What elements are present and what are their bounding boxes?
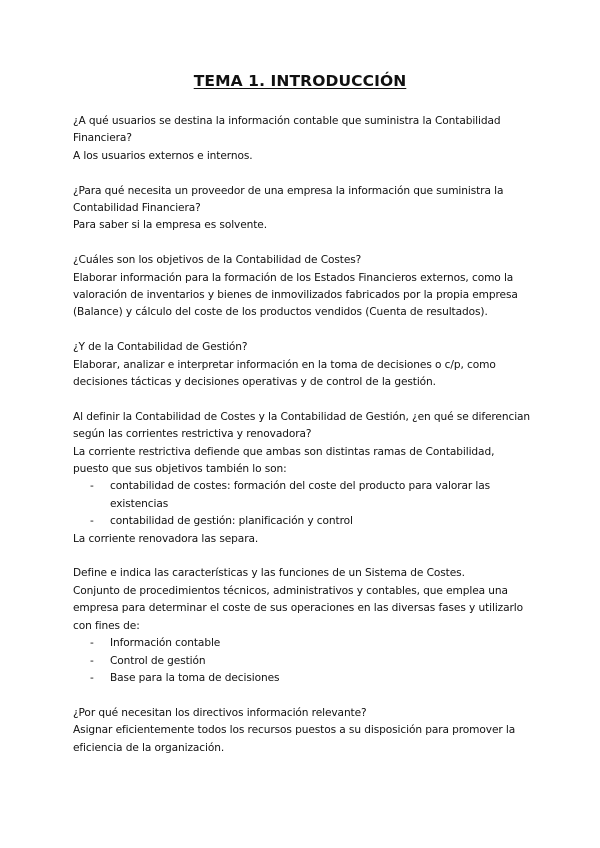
list-item [73, 635, 533, 652]
qa-block [73, 339, 533, 391]
bullet-marker: - [90, 671, 94, 684]
question: ¿Y de la Contabilidad de Gestión? [73, 341, 248, 354]
bullet-marker: - [90, 654, 94, 667]
qa-block [73, 113, 533, 165]
list-item-text: Base para la toma de decisiones [110, 671, 280, 684]
question: Define e indica las características y las funciones de un Sistema de Costes. [73, 567, 465, 580]
qa-block [73, 409, 533, 548]
qa-block [73, 565, 533, 687]
qa-block [73, 705, 533, 757]
list-item-text: contabilidad de gestión: planificación y control [110, 515, 353, 528]
list-item [73, 478, 533, 513]
question: ¿Cuáles son los objetivos de la Contabilidad de Costes? [73, 254, 362, 267]
list-item-text: Control de gestión [110, 654, 206, 667]
bullet-marker: - [90, 515, 94, 528]
answer: Para saber si la empresa es solvente. [73, 219, 267, 232]
list-item [73, 670, 533, 687]
qa-block [73, 183, 533, 235]
bullet-list [73, 635, 533, 687]
bullet-list [73, 478, 533, 530]
answer: Asignar eficientemente todos los recursos puestos a su disposición para promover la eficiencia de la organización. [73, 724, 516, 754]
answer: Elaborar, analizar e interpretar información en la toma de decisiones o c/p, como decisiones tácticas y decisiones operativas y de control de la gestión. [73, 358, 496, 389]
page-title: TEMA 1. INTRODUCCIÓN [193, 72, 407, 90]
answer: La corriente restrictiva defiende que ambas son distintas ramas de Contabilidad, puesto que sus objetivos también lo son: [73, 445, 495, 476]
qa-block [73, 252, 533, 322]
answer: A los usuarios externos e internos. [73, 149, 253, 162]
list-item-text: Información contable [110, 637, 221, 650]
question: Al definir la Contabilidad de Costes y la Contabilidad de Gestión, ¿en qué se diferencian según las corrientes restrictiva y renovadora? [73, 410, 531, 441]
question: ¿A qué usuarios se destina la información contable que suministra la Contabilidad Financiera? [73, 115, 501, 145]
answer: Conjunto de procedimientos técnicos, administrativos y contables, que emplea una empresa para determinar el coste de sus operaciones en las diversas fases y utilizarlo con fines de: [73, 584, 523, 632]
answer: Elaborar información para la formación de los Estados Financieros externos, como la valoración de inventarios y bienes de inmovilizados fabricados por la propia empresa (Balance) y cálculo del coste de los productos vendidos (Cuenta de resultados). [73, 271, 518, 319]
list-item [73, 653, 533, 670]
bullet-marker: - [90, 480, 94, 493]
answer-conclusion: La corriente renovadora las separa. [73, 532, 259, 545]
question: ¿Para qué necesita un proveedor de una empresa la información que suministra la Contabilidad Financiera? [73, 184, 504, 215]
bullet-marker: - [90, 637, 94, 650]
document-body [73, 113, 533, 774]
list-item [73, 513, 533, 530]
question: ¿Por qué necesitan los directivos información relevante? [73, 706, 367, 719]
list-item-text: contabilidad de costes: formación del coste del producto para valorar las existencias [110, 480, 491, 510]
